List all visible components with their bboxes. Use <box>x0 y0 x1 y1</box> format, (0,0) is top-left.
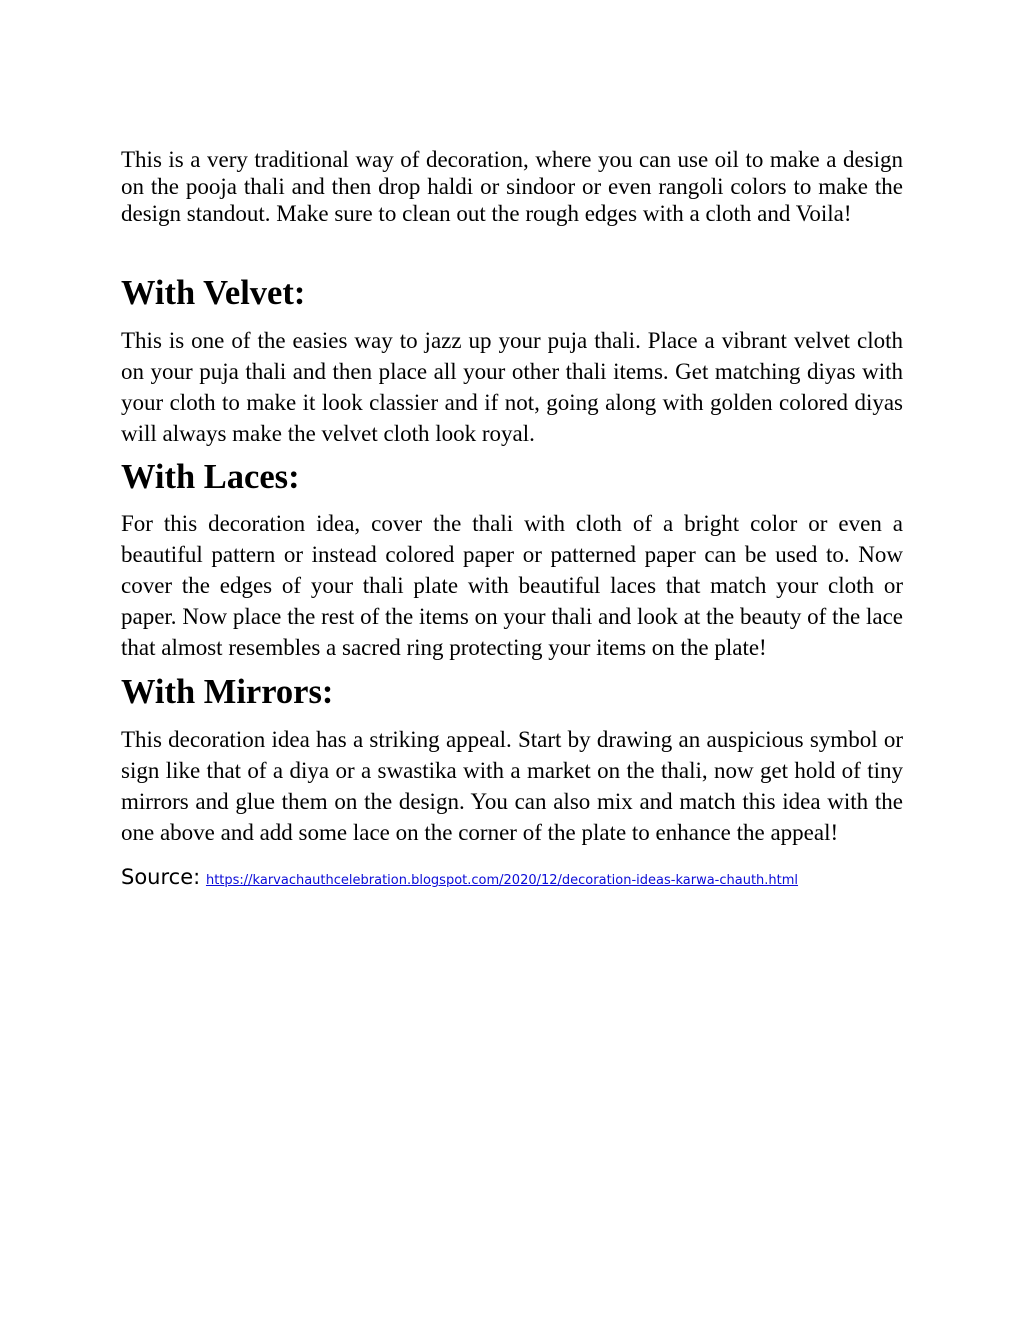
source-label: Source: <box>121 865 201 889</box>
section-body-laces: For this decoration idea, cover the thali with cloth of a bright color or even a beautiful pattern or instead colored paper or patterned paper can be used to. Now cover the edges of your thali plate with beautiful laces that match your cloth or paper. Now place the rest of the items on your thali and look at the beauty of the lace that almost resembles a sacred ring protecting your items on the plate! <box>121 511 903 660</box>
intro-paragraph: This is a very traditional way of decoration, where you can use oil to make a design on the pooja thali and then drop haldi or sindoor or even rangoli colors to make the design standout. Make sure to clean out the rough edges with a cloth and Voila! <box>121 147 903 226</box>
section-body-mirrors: This decoration idea has a striking appeal. Start by drawing an auspicious symbol or sign like that of a diya or a swastika with a market on the thali, now get hold of tiny mirrors and glue them on the design. You can also mix and match this idea with the one above and add some lace on the corner of the plate to enhance the appeal! <box>121 727 903 845</box>
section-heading-mirrors: With Mirrors: <box>121 673 334 711</box>
source-line <box>121 862 903 896</box>
section-heading-velvet: With Velvet: <box>121 274 306 312</box>
source-link[interactable]: https://karvachauthcelebration.blogspot.com/2020/12/decoration-ideas-karwa-chauth.html <box>205 873 799 888</box>
section-body-velvet: This is one of the easies way to jazz up your puja thali. Place a vibrant velvet cloth on your puja thali and then place all your other thali items. Get matching diyas with your cloth to make it look classier and if not, going along with golden colored diyas will always make the velvet cloth look royal. <box>121 328 903 446</box>
document-page <box>121 146 903 896</box>
section-heading-laces: With Laces: <box>121 458 300 496</box>
